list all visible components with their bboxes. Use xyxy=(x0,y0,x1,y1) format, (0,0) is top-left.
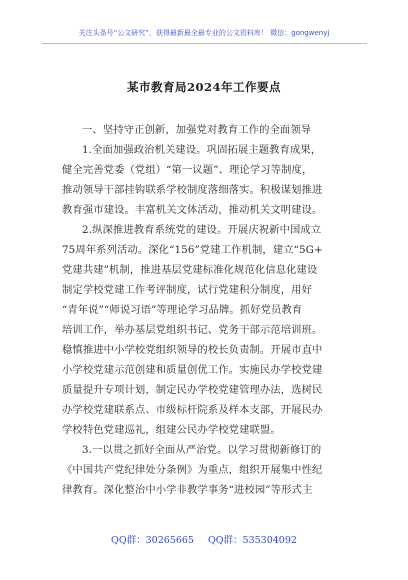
document-body xyxy=(62,120,350,500)
body-line: 一、坚持守正创新，加强党对教育工作的全面领导 xyxy=(82,124,312,136)
body-line: “青年说”“师说习语”等理论学习品牌。抓好党员教育 xyxy=(62,304,303,316)
qq-group-label: QQ群： xyxy=(111,535,146,546)
body-line: 办学校党建联系点、市级标杆院系及样本支部，开展民办 xyxy=(62,404,323,416)
body-line: 党建共建”机制，推进基层党建标准化规范化信息化建设 xyxy=(62,264,318,276)
body-line: 3.一以贯之抓好全面从严治党。以学习贯彻新修订的 xyxy=(82,444,322,456)
body-line: 健全完善党委（党组）“第一议题”、理论学习等制度， xyxy=(62,164,313,176)
header-banner: 关注头条号“公文研究”，获得最新最全最专业的公文资料库！ 微信：gongwenyj xyxy=(78,29,330,37)
body-line: 质量提升专项计划，制定民办学校党建管理办法，选树民 xyxy=(62,384,323,396)
header-divider xyxy=(42,43,367,44)
body-line: 教育强市建设。丰富机关文体活动，推动机关文明建设。 xyxy=(62,204,323,216)
body-line: 《中国共产党纪律处分条例》为重点，组织开展集中性纪 xyxy=(62,464,323,476)
body-line: 小学校党建示范创建和质量创优工作。实施民办学校党建 xyxy=(62,364,323,376)
body-line: 1.全面加强政治机关建设。巩固拓展主题教育成果， xyxy=(82,144,322,156)
body-line: 学校特色党建巡礼，组建公民办学校党建联盟。 xyxy=(62,424,281,436)
qq-group-number: 535304092 xyxy=(242,535,297,546)
footer-contact xyxy=(0,535,408,547)
body-line: 推动领导干部挂钩联系学校制度落细落实。积极谋划推进 xyxy=(62,184,323,196)
body-line: 75周年系列活动。深化“156”党建工作机制，建立“5G+ xyxy=(62,244,323,256)
document-title: 某市教育局2024年工作要点 xyxy=(126,80,281,94)
body-line: 2.纵深推进教育系统党的建设。开展庆祝新中国成立 xyxy=(82,224,322,236)
qq-group-label: QQ群： xyxy=(207,535,243,546)
body-line: 律教育。深化整治中小学非教学事务“进校园”等形式主 xyxy=(62,484,313,496)
body-line: 制定学校党建工作考评制度，试行党建积分制度，用好 xyxy=(62,284,313,296)
qq-group-number: 30265665 xyxy=(145,535,194,546)
body-line: 培训工作，举办基层党组织书记、党务干部示范培训班。 xyxy=(62,324,323,336)
body-line: 稳慎推进中小学校党组织领导的校长负责制。开展市直中 xyxy=(62,344,323,356)
